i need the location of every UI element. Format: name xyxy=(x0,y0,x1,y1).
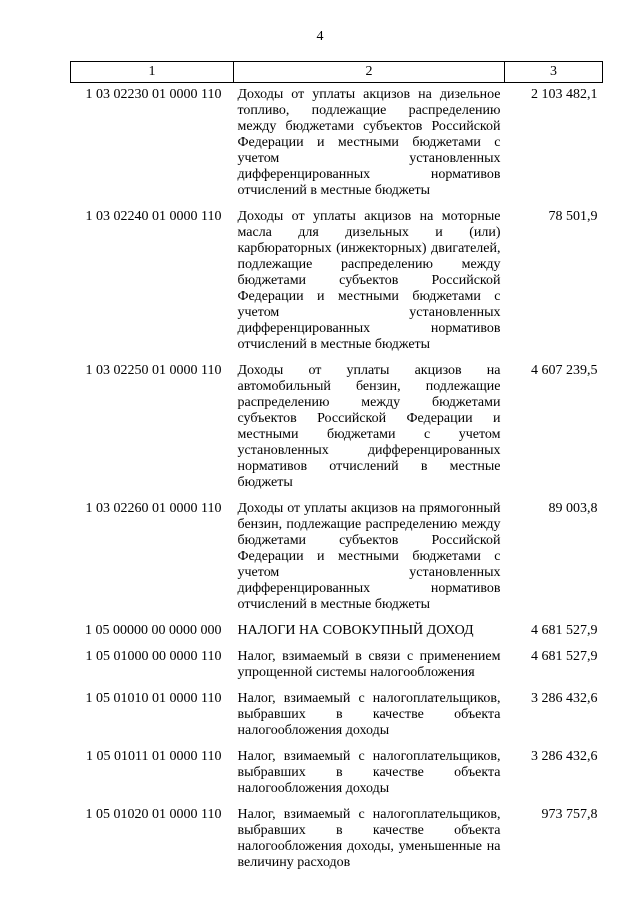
row-amount: 2 103 482,1 xyxy=(531,87,598,102)
row-code: 1 03 02250 01 0000 110 xyxy=(85,363,222,378)
row-name: Налог, взимаемый в связи с применением упрощенной системы налогообложения xyxy=(237,649,501,680)
row-code: 1 03 02230 01 0000 110 xyxy=(85,87,222,102)
table-row xyxy=(71,83,603,209)
row-amount: 89 003,8 xyxy=(548,501,598,516)
table-row xyxy=(71,806,603,880)
row-name: Доходы от уплаты акцизов на моторные масла для дизельных и (или) карбюраторных (инжекторных) двигателей, подлежащие распределению между бюджетами субъектов Российской Федерации и местными бюджетами с учетом установленных дифференцированных нормативов отчислений в местные бюджеты xyxy=(237,209,501,352)
row-name: Налог, взимаемый с налогоплательщиков, выбравших в качестве объекта налогообложения доходы, уменьшенные на величину расходов xyxy=(237,807,501,870)
budget-table xyxy=(70,61,603,880)
table-row xyxy=(71,622,603,648)
row-amount: 973 757,8 xyxy=(541,807,598,822)
row-name: Доходы от уплаты акцизов на дизельное топливо, подлежащие распределению между бюджетами субъектов Российской Федерации и местными бюджетами с учетом установленных дифференцированных нормативов отчислений в местные бюджеты xyxy=(237,87,501,198)
column-header-amount: 3 xyxy=(505,62,603,83)
column-header-name: 2 xyxy=(234,62,505,83)
row-name: Доходы от уплаты акцизов на автомобильный бензин, подлежащие распределению между бюджетами субъектов Российской Федерации и местными бюджетами с учетом установленных дифференцированных нормативов отчислений в местные бюджеты xyxy=(237,363,501,490)
table-row xyxy=(71,748,603,806)
row-amount: 3 286 432,6 xyxy=(531,749,598,764)
row-amount: 4 607 239,5 xyxy=(531,363,598,378)
row-amount: 4 681 527,9 xyxy=(531,649,598,664)
table-header-row xyxy=(71,62,603,83)
row-amount: 78 501,9 xyxy=(548,209,598,224)
column-header-code: 1 xyxy=(71,62,234,83)
table-row xyxy=(71,500,603,622)
row-code: 1 03 02260 01 0000 110 xyxy=(85,501,222,516)
row-code: 1 05 01020 01 0000 110 xyxy=(85,807,222,822)
table-row xyxy=(71,648,603,690)
row-code: 1 03 02240 01 0000 110 xyxy=(85,209,222,224)
row-amount: 3 286 432,6 xyxy=(531,691,598,706)
row-code: 1 05 00000 00 0000 000 xyxy=(85,623,222,638)
page-number: 4 xyxy=(316,29,324,44)
table-row xyxy=(71,208,603,362)
row-code: 1 05 01000 00 0000 110 xyxy=(85,649,222,664)
row-amount: 4 681 527,9 xyxy=(531,623,598,638)
table-row xyxy=(71,690,603,748)
row-name: Доходы от уплаты акцизов на прямогонный бензин, подлежащие распределению между бюджетами субъектов Российской Федерации и местными бюджетами с учетом установленных дифференцированных нормативов отчислений в местные бюджеты xyxy=(237,501,501,612)
row-name: Налог, взимаемый с налогоплательщиков, выбравших в качестве объекта налогообложения доходы xyxy=(237,691,501,738)
row-name: НАЛОГИ НА СОВОКУПНЫЙ ДОХОД xyxy=(237,623,474,638)
row-name: Налог, взимаемый с налогоплательщиков, выбравших в качестве объекта налогообложения доходы xyxy=(237,749,501,796)
row-code: 1 05 01010 01 0000 110 xyxy=(85,691,222,706)
table-row xyxy=(71,362,603,500)
row-code: 1 05 01011 01 0000 110 xyxy=(86,749,222,764)
